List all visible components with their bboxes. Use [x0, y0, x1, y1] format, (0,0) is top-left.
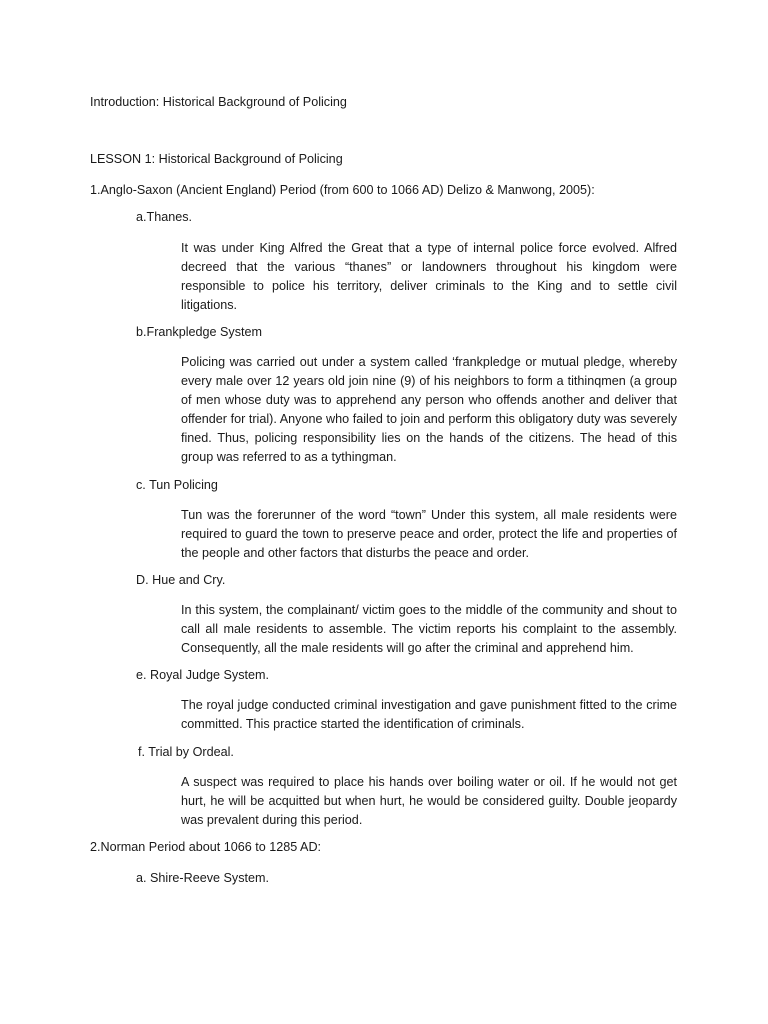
item-heading-royal-judge: e. Royal Judge System.	[136, 668, 269, 682]
item-heading-frankpledge: b.Frankpledge System	[136, 325, 262, 339]
item-text-hue-and-cry: In this system, the complainant/ victim goes to the middle of the community and shout to call all male residents to assemble. The victim reports his complaint to the assembly. Consequently, all the male residents will go after the criminal and apprehend him.	[181, 603, 677, 655]
item-text-frankpledge: Policing was carried out under a system called ‘frankpledge or mutual pledge, whereby every male over 12 years old join nine (9) of his neighbors to form a tithinqmen (a group of men whose duty was to apprehend any person who offends another and deliver that offender for trial). Anyone who failed to join and perform this obligatory duty was severely fined. Thus, policing responsibility lies on the hands of the citizens. The head of this group was referred to as a tythingman.	[181, 355, 677, 464]
item-text-thanes: It was under King Alfred the Great that a type of internal police force evolved. Alfred decreed that the various “thanes” or landowners throughout his kingdom were responsible to police his territory, deliver criminals to the King and to settle civil litigations.	[181, 241, 677, 312]
item-heading-hue-and-cry: D. Hue and Cry.	[136, 573, 226, 587]
item-heading-thanes: a.Thanes.	[136, 210, 193, 224]
item-heading-tun-policing: c. Tun Policing	[136, 478, 218, 492]
period-1-heading: 1.Anglo-Saxon (Ancient England) Period (from 600 to 1066 AD) Delizo & Manwong, 2005):	[90, 183, 595, 197]
intro-title: Introduction: Historical Background of Policing	[90, 95, 347, 109]
item-heading-shire-reeve: a. Shire-Reeve System.	[136, 871, 269, 885]
period-2-heading: 2.Norman Period about 1066 to 1285 AD:	[90, 840, 322, 854]
item-text-trial-by-ordeal: A suspect was required to place his hands over boiling water or oil. If he would not get hurt, he will be acquitted but when hurt, he would be considered guilty. Double jeopardy was prevalent during this period.	[181, 775, 677, 827]
lesson-title: LESSON 1: Historical Background of Policing	[90, 152, 343, 166]
item-text-royal-judge: The royal judge conducted criminal investigation and gave punishment fitted to the crime committed. This practice started the identification of criminals.	[181, 698, 677, 731]
item-heading-trial-by-ordeal: f. Trial by Ordeal.	[138, 745, 234, 759]
item-text-tun-policing: Tun was the forerunner of the word “town” Under this system, all male residents were required to guard the town to preserve peace and order, protect the life and properties of the people and other factors that disturbs the peace and order.	[181, 508, 677, 560]
